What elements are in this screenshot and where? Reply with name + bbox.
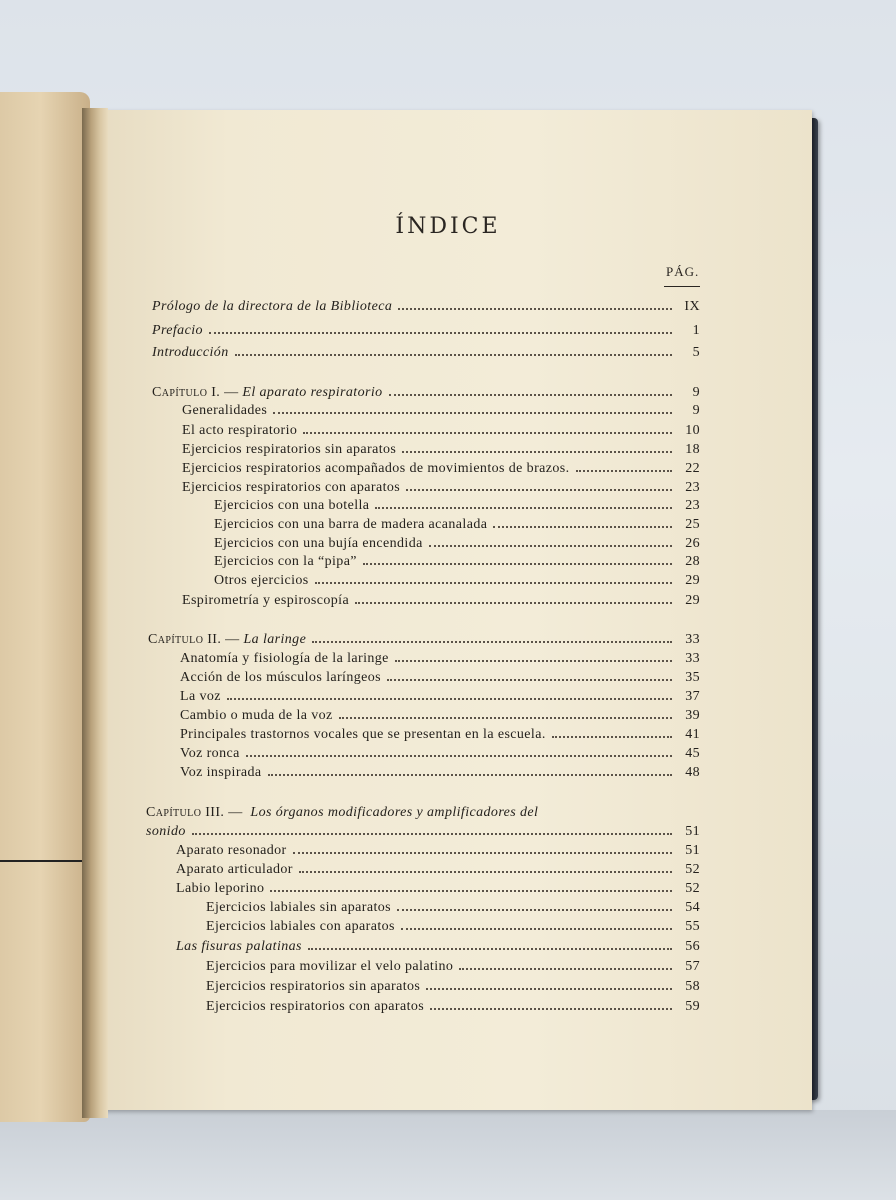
toc-entry <box>214 572 700 590</box>
toc-entry-page: 9 <box>692 403 700 418</box>
toc-entry <box>180 764 700 782</box>
toc-entry <box>182 592 700 610</box>
toc-entry-label: La voz <box>180 689 221 704</box>
leader-dots <box>429 545 672 547</box>
leader-dots <box>303 432 672 434</box>
chapter-page: 9 <box>692 385 700 400</box>
toc-entry-page: 10 <box>685 423 700 438</box>
toc-entry-label: Ejercicios con una botella <box>214 498 370 513</box>
chapter-prefix: Capítulo I. — <box>152 385 239 400</box>
leader-dots <box>270 890 672 892</box>
chapter-title-continued: sonido <box>146 824 186 839</box>
leader-dots <box>315 582 672 584</box>
toc-entry <box>182 441 700 459</box>
toc-entry-label: Labio leporino <box>176 881 265 896</box>
toc-entry-label: Ejercicios para movilizar el velo palatino <box>206 959 454 974</box>
leader-dots <box>402 451 672 453</box>
toc-entry-page: 28 <box>685 554 700 569</box>
leader-dots <box>355 602 672 604</box>
leader-dots <box>576 470 672 472</box>
toc-entry <box>182 479 700 497</box>
page-column-label: PÁG. <box>666 264 700 279</box>
toc-entry <box>214 497 700 515</box>
page-column-rule <box>664 286 700 287</box>
leader-dots <box>192 833 672 835</box>
chapter-prefix: Capítulo II. — <box>148 632 240 647</box>
toc-entry-page: 41 <box>685 727 700 742</box>
leader-dots <box>273 412 672 414</box>
toc-entry-page: 52 <box>685 881 700 896</box>
leader-dots <box>246 755 672 757</box>
toc-entry-label: Ejercicios con una barra de madera acanalada <box>214 517 488 532</box>
toc-entry-page: 22 <box>685 461 700 476</box>
toc-entry-label: Introducción <box>152 345 229 360</box>
toc-entry <box>206 978 700 996</box>
toc-entry-label: Ejercicios labiales sin aparatos <box>206 900 392 915</box>
toc-entry-page: 51 <box>685 843 700 858</box>
chapter-heading-continuation <box>146 823 700 841</box>
toc-entry-label: Espirometría y espiroscopía <box>182 593 350 608</box>
leader-dots <box>235 354 672 356</box>
leader-dots <box>268 774 672 776</box>
desk-surface <box>0 1110 896 1200</box>
chapter-heading <box>148 631 700 649</box>
toc-entry-label: Las fisuras palatinas <box>176 939 302 954</box>
toc-entry-page: 29 <box>685 573 700 588</box>
toc-entry-page: 5 <box>692 345 700 360</box>
toc-entry <box>206 899 700 917</box>
toc-entry <box>152 322 700 340</box>
toc-entry-label: Ejercicios respiratorios sin aparatos <box>182 442 397 457</box>
leader-dots <box>299 871 672 873</box>
toc-entry <box>214 553 700 571</box>
toc-entry-label: Ejercicios con una bujía encendida <box>214 536 423 551</box>
toc-entry-page: 56 <box>685 939 700 954</box>
toc-entry-label: Ejercicios con la “pipa” <box>214 554 357 569</box>
toc-entry <box>182 460 700 478</box>
toc-entry-page: 37 <box>685 689 700 704</box>
toc-entry-page: 52 <box>685 862 700 877</box>
leader-dots <box>389 394 672 396</box>
toc-entry <box>182 402 700 420</box>
toc-entry-page: 39 <box>685 708 700 723</box>
toc-entry <box>180 726 700 744</box>
toc-entry <box>206 958 700 976</box>
leader-dots <box>401 928 672 930</box>
toc-entry-label: Cambio o muda de la voz <box>180 708 333 723</box>
toc-entry-page: 45 <box>685 746 700 761</box>
toc-entry-label: Voz ronca <box>180 746 240 761</box>
toc-entry-label: Prólogo de la directora de la Biblioteca <box>152 299 393 314</box>
leader-dots <box>406 489 672 491</box>
toc-entry <box>180 707 700 725</box>
left-page <box>0 92 90 1122</box>
toc-entry <box>180 650 700 668</box>
toc-entry-page: 54 <box>685 900 700 915</box>
leader-dots <box>363 563 672 565</box>
leader-dots <box>552 736 672 738</box>
toc-entry <box>180 745 700 763</box>
toc-entry <box>180 688 700 706</box>
chapter-title: Los órganos modificadores y amplificadores del <box>250 805 539 820</box>
toc-entry <box>182 422 700 440</box>
leader-dots <box>397 909 672 911</box>
toc-entry-page: 33 <box>685 651 700 666</box>
toc-entry-page: 26 <box>685 536 700 551</box>
leader-dots <box>339 717 672 719</box>
chapter-page: 33 <box>685 632 700 647</box>
toc-entry-page: 57 <box>685 959 700 974</box>
toc-entry <box>152 344 700 362</box>
toc-entry-label: El acto respiratorio <box>182 423 298 438</box>
toc-entry-page: 59 <box>685 999 700 1014</box>
toc-entry-page: IX <box>684 299 700 314</box>
chapter-title: El aparato respiratorio <box>242 385 383 400</box>
toc-entry-label: Ejercicios labiales con aparatos <box>206 919 395 934</box>
toc-entry-label: Ejercicios respiratorios sin aparatos <box>206 979 421 994</box>
toc-entry <box>180 669 700 687</box>
toc-entry-label: Prefacio <box>152 323 203 338</box>
toc-entry-label: Anatomía y fisiología de la laringe <box>180 651 389 666</box>
toc-entry-page: 23 <box>685 498 700 513</box>
toc-entry-label: Otros ejercicios <box>214 573 309 588</box>
book-gutter <box>82 108 108 1118</box>
leader-dots <box>375 507 672 509</box>
chapter-heading <box>152 384 700 402</box>
toc-entry-label: Voz inspirada <box>180 765 262 780</box>
chapter-prefix: Capítulo III. — <box>146 805 243 820</box>
toc-entry <box>176 861 700 879</box>
leader-dots <box>209 332 672 334</box>
leader-dots <box>395 660 672 662</box>
leader-dots <box>459 968 672 970</box>
toc-entry-label: Ejercicios respiratorios con aparatos <box>206 999 425 1014</box>
toc-entry <box>176 938 700 956</box>
toc-entry-label: Acción de los músculos laríngeos <box>180 670 381 685</box>
toc-entry-label: Ejercicios respiratorios acompañados de movimientos de brazos. <box>182 461 570 476</box>
leader-dots <box>293 852 672 854</box>
leader-dots <box>493 526 672 528</box>
toc-entry-page: 58 <box>685 979 700 994</box>
toc-entry <box>214 516 700 534</box>
chapter-page: 51 <box>685 824 700 839</box>
toc-entry-page: 25 <box>685 517 700 532</box>
toc-entry-label: Principales trastornos vocales que se presentan en la escuela. <box>180 727 546 742</box>
toc-entry <box>176 842 700 860</box>
toc-entry-page: 1 <box>692 323 700 338</box>
index-title: ÍNDICE <box>395 214 501 239</box>
left-page-rule <box>0 860 90 862</box>
toc-entry-page: 55 <box>685 919 700 934</box>
toc-entry <box>206 998 700 1016</box>
leader-dots <box>387 679 672 681</box>
toc-entry-label: Aparato articulador <box>176 862 293 877</box>
toc-entry-label: Aparato resonador <box>176 843 287 858</box>
toc-entry <box>206 918 700 936</box>
toc-entry <box>152 298 700 316</box>
leader-dots <box>430 1008 672 1010</box>
leader-dots <box>227 698 672 700</box>
toc-entry <box>176 880 700 898</box>
toc-entry-label: Ejercicios respiratorios con aparatos <box>182 480 401 495</box>
toc-entry-page: 18 <box>685 442 700 457</box>
leader-dots <box>308 948 672 950</box>
chapter-title: La laringe <box>243 632 307 647</box>
toc-entry-page: 29 <box>685 593 700 608</box>
toc-entry-page: 48 <box>685 765 700 780</box>
toc-entry <box>214 535 700 553</box>
chapter-heading <box>146 804 700 822</box>
leader-dots <box>312 641 672 643</box>
toc-entry-label: Generalidades <box>182 403 268 418</box>
toc-entry-page: 23 <box>685 480 700 495</box>
toc-entry-page: 35 <box>685 670 700 685</box>
leader-dots <box>426 988 672 990</box>
leader-dots <box>398 308 672 310</box>
